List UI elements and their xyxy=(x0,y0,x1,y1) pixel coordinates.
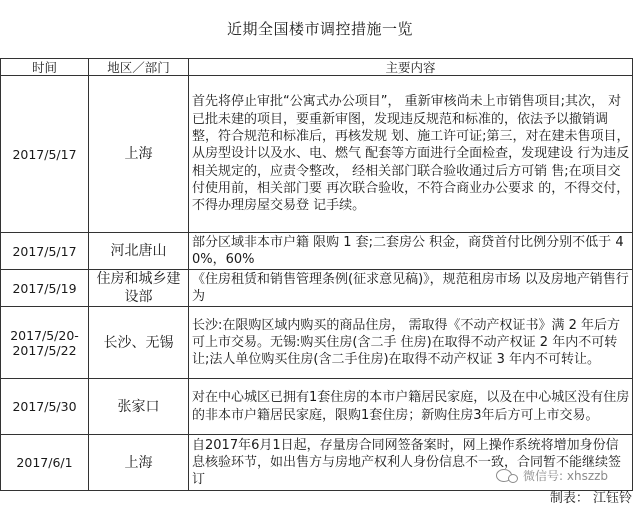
watermark-text: 微信号: xhszzb xyxy=(523,469,609,483)
page-title: 近期全国楼市调控措施一览 xyxy=(226,20,413,38)
header-time: 时间 xyxy=(1,59,89,76)
policy-table xyxy=(0,58,633,491)
table-row xyxy=(1,233,633,270)
row-region: 住房和城乡建设部 xyxy=(89,270,189,307)
row-content: 对在中心城区已拥有1套住房的本市户籍居民家庭，以及在中心城区没有住房的非本市户籍居民家庭，限购1套住房；新购住房3年后方可上市交易。 xyxy=(189,379,633,435)
table-row xyxy=(1,379,633,435)
table-row xyxy=(1,270,633,307)
row-region: 长沙、无锡 xyxy=(89,307,189,379)
row-content: 长沙:在限购区域内购买的商品住房， 需取得《不动产权证书》满 2 年后方 可上市交易。无锡:购买住房(含二手 住房)在取得不动产权证 2 年内不可转 让;法人单位购买住房(含二手住房)在取得不动产权证 3 年内不可转让。 xyxy=(189,307,633,379)
row-time: 2017/5/17 xyxy=(1,76,89,233)
row-content: 自2017年6月1日起，存量房合同网签备案时，网上操作系统将增加身份信息核验环节，如出售方与房地产权利人身份信息不一致，合同暂不能继续签订 xyxy=(189,435,633,491)
table-row xyxy=(1,76,633,233)
header-row xyxy=(1,59,633,76)
row-content: 部分区域非本市户籍 限购 1 套;二套房公 积金，商贷首付比例分别不低于 40%，60% xyxy=(189,233,633,270)
table-row xyxy=(1,307,633,379)
wechat-icon xyxy=(496,469,512,482)
row-time: 2017/5/17 xyxy=(1,233,89,270)
row-time: 2017/5/19 xyxy=(1,270,89,307)
row-region: 河北唐山 xyxy=(89,233,189,270)
table-author-note: 制表： 江钰铃 xyxy=(549,491,632,506)
row-region: 张家口 xyxy=(89,379,189,435)
wechat-watermark xyxy=(496,467,608,484)
row-content: 首先将停止审批“公寓式办公项目”， 重新审核尚未上市销售项目;其次， 对已批未建的项目，要重新审图，发现违反规范和标准的，依法予以撤销调整，符合规范和标准后，再核发规 划、施工许可证;第三，对在建未售项目，从房型设计以及水、电、燃气 配套等方面进行全面检查，发现建设 行为违反相关规定的，应责令整改， 经相关部门联合验收通过后方可销 售;在项目交付使用前，相关部门要 再次联合验收，不符合商业办公要求 的，不得交付，不得办理房屋交易登 记手续。 xyxy=(189,76,633,233)
row-time: 2017/6/1 xyxy=(1,435,89,491)
row-region: 上海 xyxy=(89,76,189,233)
header-region: 地区／部门 xyxy=(89,59,189,76)
row-time: 2017/5/30 xyxy=(1,379,89,435)
header-content: 主要内容 xyxy=(189,59,633,76)
row-time: 2017/5/20-2017/5/22 xyxy=(1,307,89,379)
row-region: 上海 xyxy=(89,435,189,491)
row-content: 《住房租赁和销售管理条例(征求意见稿)》，规范租房市场 以及房地产销售行为 xyxy=(189,270,633,307)
